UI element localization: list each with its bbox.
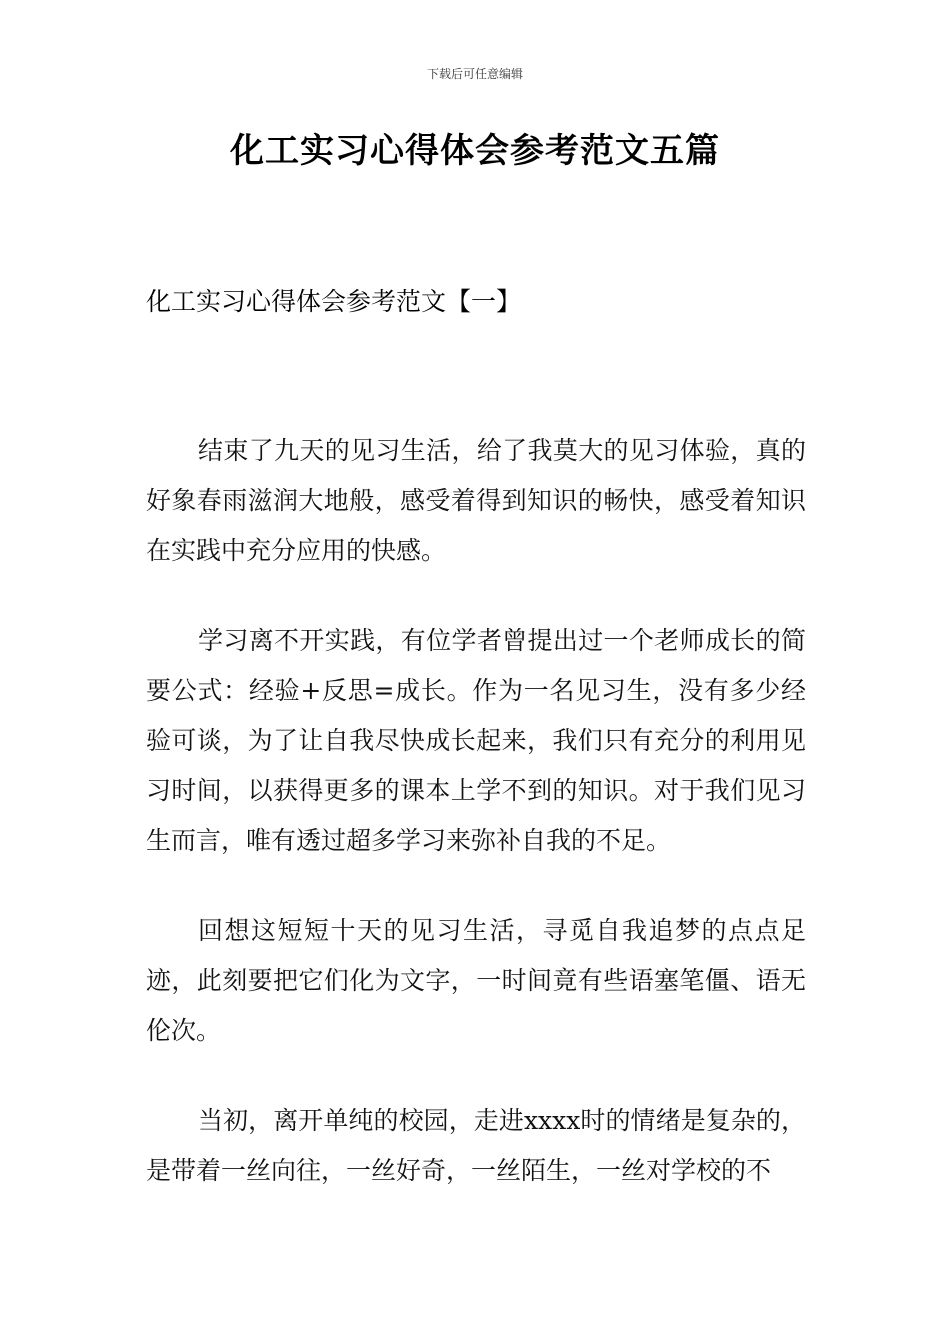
paragraph: 学习离不开实践，有位学者曾提出过一个老师成长的简要公式：经验+反思=成长。作为一名见习生，没有多少经验可谈，为了让自我尽快成长起来，我们只有充分的利用见习时间，以获得更多的课本上学不到的知识。对于我们见习生而言，唯有透过超多学习来弥补自我的不足。: [146, 626, 806, 855]
body-text: [146, 426, 806, 1236]
section-heading: 化工实习心得体会参考范文【一】: [146, 287, 522, 316]
document-title: 化工实习心得体会参考范文五篇: [230, 131, 720, 171]
paragraph: 回想这短短十天的见习生活，寻觅自我追梦的点点足迹，此刻要把它们化为文字，一时间竟有些语塞笔僵、语无伦次。: [146, 916, 806, 1045]
paragraph: 当初，离开单纯的校园，走进xxxx时的情绪是复杂的，是带着一丝向往，一丝好奇，一丝陌生，一丝对学校的不: [146, 1106, 806, 1185]
header-note: 下载后可任意编辑: [426, 67, 523, 81]
paragraph: 结束了九天的见习生活，给了我莫大的见习体验，真的好象春雨滋润大地般，感受着得到知识的畅快，感受着知识在实践中充分应用的快感。: [146, 436, 806, 565]
